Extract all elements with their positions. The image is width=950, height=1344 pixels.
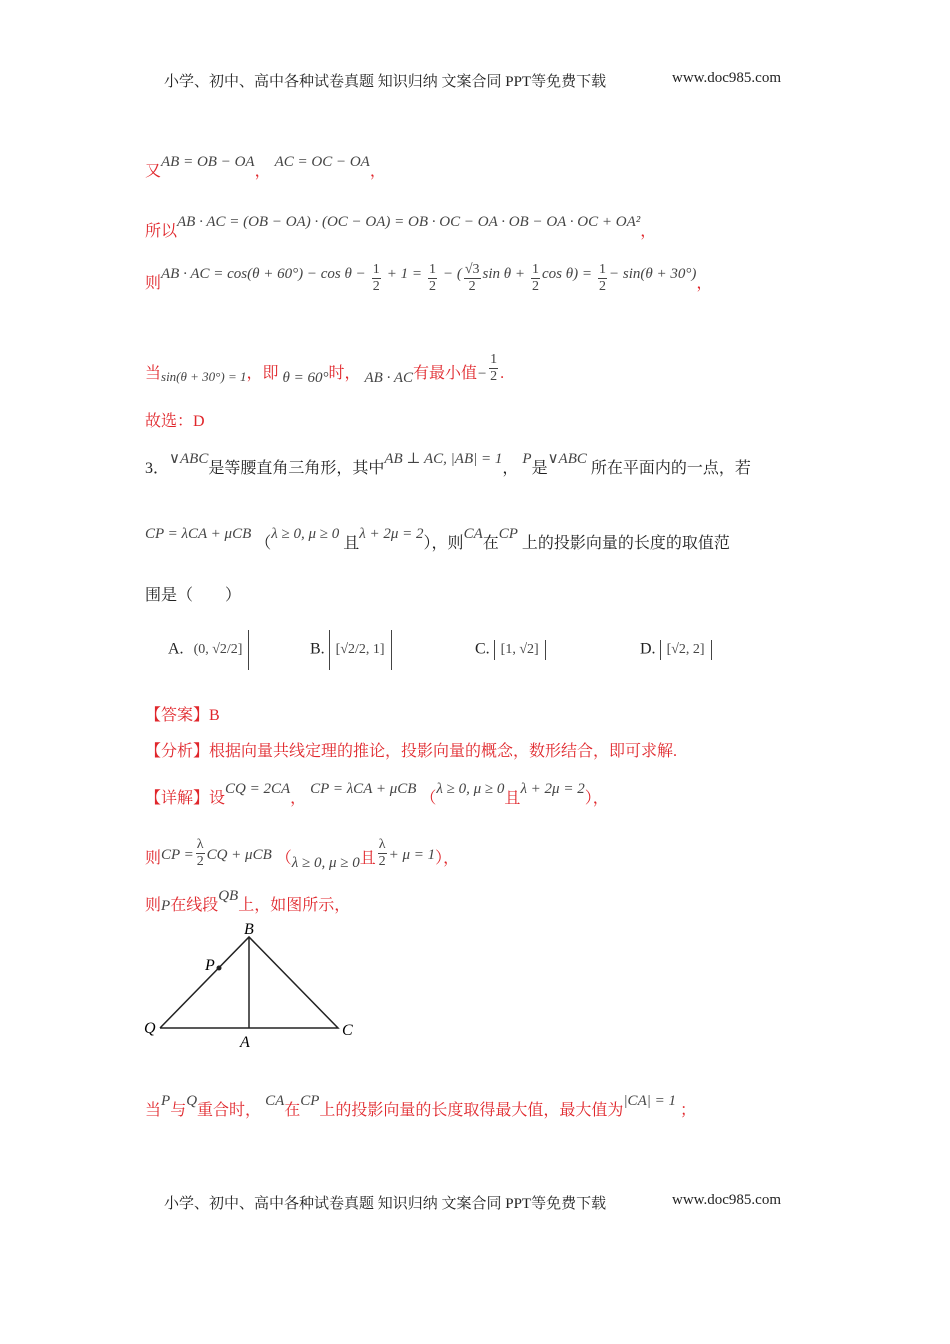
math: CP = <box>161 847 194 864</box>
detail-line-1 <box>145 781 609 808</box>
text: . <box>500 365 505 383</box>
option-value: (0, √2/2] <box>188 630 250 670</box>
text: ， <box>369 163 386 180</box>
text: 在线段 <box>170 897 219 914</box>
fraction: $\frac{\lambda}{2}$ <box>196 837 204 869</box>
label-a: A <box>240 1034 250 1051</box>
text: ， <box>640 223 657 240</box>
detail-line-3 <box>145 888 351 915</box>
math: − ( <box>442 266 462 283</box>
math: ∨ABC <box>169 451 209 467</box>
math: CP <box>300 1093 320 1109</box>
text: （ <box>420 790 437 807</box>
math: CQ = 2CA <box>225 781 291 797</box>
text: 当 <box>145 1102 162 1119</box>
text: ， <box>254 163 271 180</box>
math: P <box>522 451 532 467</box>
label-c: C <box>342 1022 353 1039</box>
math: sin θ + <box>482 266 526 283</box>
fraction: $\frac{1}{2}$ <box>599 262 606 294</box>
text: ， <box>290 790 307 807</box>
analysis: 【分析】根据向量共线定理的推论，投影向量的概念，数形结合，即可求解. <box>145 743 678 760</box>
option-label: B. <box>310 640 325 658</box>
question-3-line-1 <box>145 451 751 478</box>
math: − sin(θ + 30°) <box>609 266 697 283</box>
math: CP = λCA + μCB <box>310 781 417 797</box>
detail-line-4 <box>145 1093 696 1120</box>
math: CP = λCA + μCB <box>145 526 252 542</box>
option-value: [√2/2, 1] <box>329 630 392 670</box>
math: AC = OC − OA <box>274 154 370 170</box>
text: 与 <box>170 1102 187 1119</box>
text: 又 <box>145 163 162 180</box>
line-you <box>145 154 386 181</box>
text: 当 <box>145 365 162 383</box>
text: 是等腰直角三角形，其中 <box>208 460 385 477</box>
text: 在 <box>284 1102 301 1119</box>
option-value: [1, √2] <box>494 640 546 660</box>
math: P <box>161 898 171 914</box>
math: λ ≥ 0, μ ≥ 0 <box>436 781 505 797</box>
math: AB = OB − OA <box>161 154 255 170</box>
option-value: [√2, 2] <box>660 640 712 660</box>
text: 且 <box>343 535 360 552</box>
fraction: $\frac{1}{2}$ <box>490 352 498 384</box>
fraction: $\frac{\lambda}{2}$ <box>378 837 386 869</box>
text: ； <box>679 1102 696 1119</box>
math: Q <box>186 1093 198 1109</box>
text: （ <box>255 535 272 552</box>
footer-url: www.doc985.com <box>672 1192 782 1208</box>
option-label: D. <box>640 640 656 658</box>
text: 所以 <box>145 223 178 240</box>
text: 在 <box>482 535 499 552</box>
footer-text: 小学、初中、高中各种试卷真题 知识归纳 文案合同 PPT等免费下载 <box>164 1196 607 1212</box>
question-3-line-3: 围是（ ） <box>145 587 242 604</box>
label-p: P <box>205 957 215 974</box>
math: CA <box>463 526 483 542</box>
line-ze <box>145 262 713 301</box>
header-text: 小学、初中、高中各种试卷真题 知识归纳 文案合同 PPT等免费下载 <box>164 74 607 90</box>
point-p <box>217 966 222 971</box>
math: λ ≥ 0, μ ≥ 0 <box>291 855 360 872</box>
text: 且 <box>504 790 521 807</box>
math: λ + 2μ = 2 <box>520 781 585 797</box>
text: 上，如图所示， <box>238 897 351 914</box>
header-url: www.doc985.com <box>672 70 782 86</box>
math: AB · AC = cos(θ + 60°) − cos θ − <box>161 266 366 283</box>
math: + 1 = <box>386 266 422 283</box>
math: QB <box>218 888 239 904</box>
text: （ <box>275 850 292 868</box>
text: 且 <box>359 850 376 868</box>
detail-line-2 <box>145 837 460 876</box>
math: ∨ABC <box>547 451 587 467</box>
math: AB · AC <box>364 370 413 387</box>
fraction: $\frac{1}{2}$ <box>372 262 380 294</box>
option-d[interactable] <box>640 640 712 660</box>
line-suoyi <box>145 214 657 241</box>
option-b[interactable] <box>310 630 392 670</box>
math: λ ≥ 0, μ ≥ 0 <box>271 526 340 542</box>
math: cos θ) = <box>542 266 592 283</box>
text: 则 <box>145 897 162 914</box>
math: CQ + μCB <box>206 847 272 864</box>
line-dang <box>145 352 505 391</box>
text: ， <box>502 460 519 477</box>
question-number: 3． <box>145 460 170 477</box>
math: CA <box>265 1093 285 1109</box>
text: 重合时， <box>197 1102 262 1119</box>
fraction: $\frac{√3}{2}$ <box>464 262 480 294</box>
math: + μ = 1 <box>388 847 436 864</box>
text: 所在平面内的一点，若 <box>590 460 751 477</box>
answer: 【答案】B <box>145 707 220 724</box>
math: sin(θ + 30°) = 1 <box>161 369 247 385</box>
text: ）， <box>435 850 460 868</box>
option-c[interactable] <box>475 640 546 660</box>
text: ），则 <box>423 535 464 552</box>
text: 上的投影向量的长度取得最大值，最大值为 <box>319 1102 624 1119</box>
text: 则 <box>145 850 162 868</box>
label-q: Q <box>144 1020 156 1037</box>
math: θ = 60° <box>282 370 329 387</box>
math: AB ⊥ AC, |AB| = 1 <box>384 451 503 467</box>
math: CP <box>498 526 518 542</box>
math: λ + 2μ = 2 <box>359 526 424 542</box>
triangle-figure <box>140 915 370 1055</box>
math: |CA| = 1 <box>623 1093 676 1109</box>
math: AB · AC = (OB − OA) · (OC − OA) = OB · OC − OA · OB − OA · OC + OA² <box>177 214 641 230</box>
text: 【详解】设 <box>145 790 226 807</box>
text: ）， <box>584 790 609 807</box>
fraction: $\frac{1}{2}$ <box>428 262 436 294</box>
option-label: A. <box>168 640 184 658</box>
option-label: C. <box>475 640 490 658</box>
label-b: B <box>244 921 254 938</box>
text: ，即 <box>246 365 279 383</box>
option-a[interactable] <box>168 630 249 670</box>
fraction: $\frac{1}{2}$ <box>532 262 540 294</box>
text: 是 <box>531 460 548 477</box>
text: 时， <box>328 365 361 383</box>
math: − <box>477 366 488 383</box>
conclusion: 故选：D <box>145 413 205 430</box>
text: 则 <box>145 275 162 293</box>
text: 有最小值 <box>413 365 478 383</box>
text: ， <box>696 275 713 293</box>
math: P <box>161 1093 171 1109</box>
question-3-line-2 <box>145 526 730 553</box>
text: 上的投影向量的长度的取值范 <box>521 535 730 552</box>
